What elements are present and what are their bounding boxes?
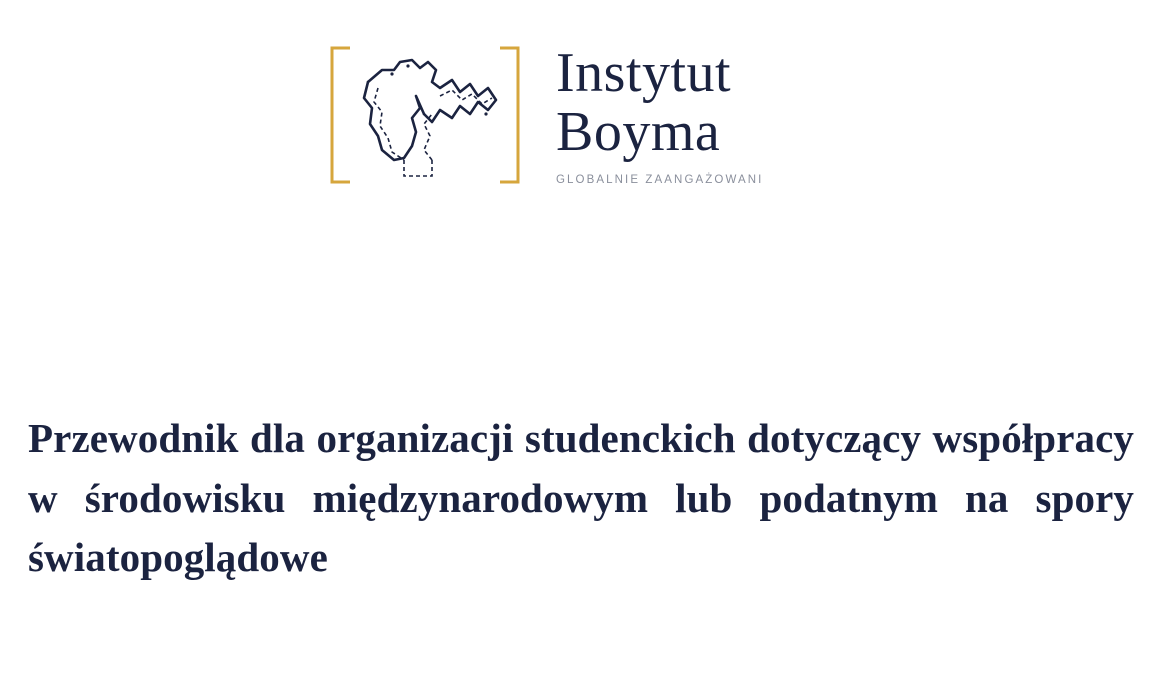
organization-logo [320,40,763,190]
page-title: Przewodnik dla organizacji studenckich dotyczący współpracy w środowisku międzynarodowym lub podatnym na spory światopoglądowe [28,415,1134,581]
logo-tagline: GLOBALNIE ZAANGAŻOWANI [556,173,764,186]
africa-map-bracket-icon [320,40,530,190]
logo-name-line-1: Instytut [556,42,732,104]
logo-text-block [556,40,763,186]
logo-name-line-2: Boyma [556,100,721,163]
